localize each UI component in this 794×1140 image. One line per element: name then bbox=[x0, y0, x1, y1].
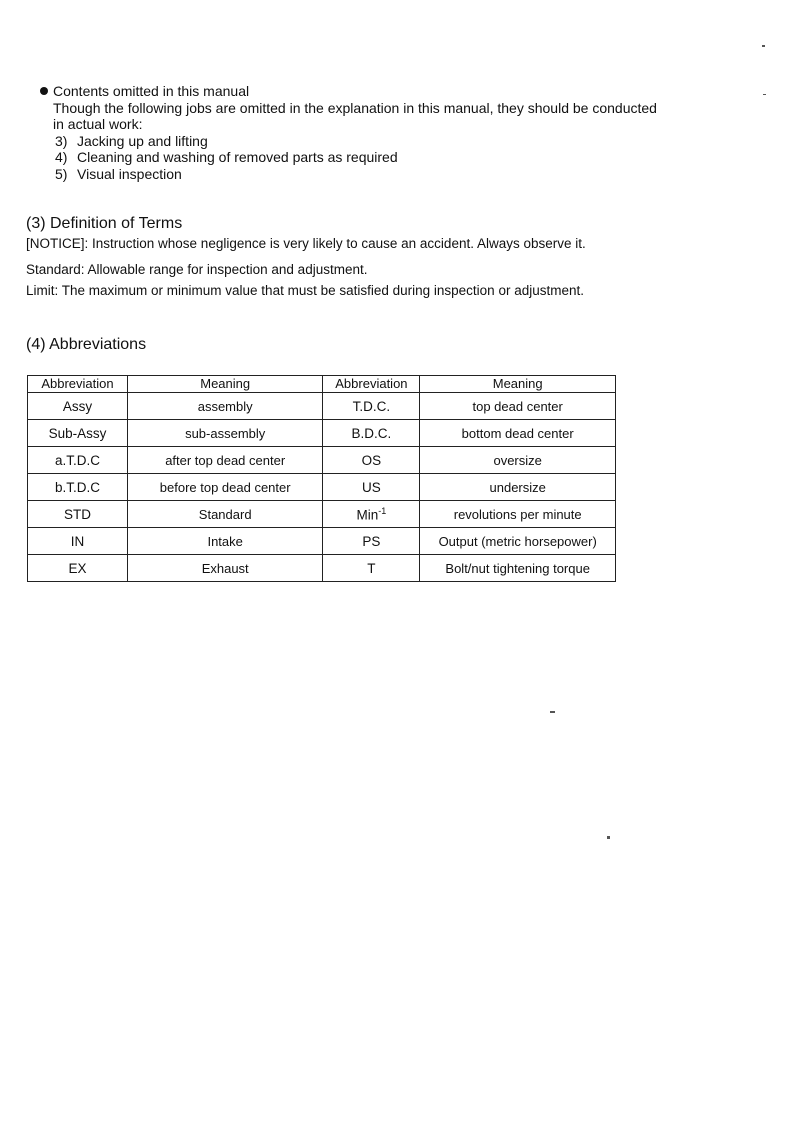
meaning-cell: Standard bbox=[127, 501, 323, 528]
meaning-cell: undersize bbox=[420, 474, 616, 501]
meaning-cell: assembly bbox=[127, 393, 323, 420]
scan-speck bbox=[550, 711, 555, 713]
bullet-icon bbox=[40, 87, 48, 95]
omitted-item-text: Jacking up and lifting bbox=[77, 132, 208, 149]
omitted-item-number: 5) bbox=[55, 165, 68, 182]
meaning-cell: bottom dead center bbox=[420, 420, 616, 447]
abbreviation-cell: STD bbox=[28, 501, 128, 528]
meaning-cell: before top dead center bbox=[127, 474, 323, 501]
min-unit-text: Min bbox=[356, 507, 379, 523]
table-row bbox=[28, 501, 616, 528]
column-header-abbreviation: Abbreviation bbox=[28, 376, 128, 393]
meaning-cell: Output (metric horsepower) bbox=[420, 528, 616, 555]
abbreviation-cell: PS bbox=[323, 528, 420, 555]
definitions-heading: (3) Definition of Terms bbox=[26, 215, 183, 232]
table-row bbox=[28, 420, 616, 447]
abbreviation-cell: OS bbox=[323, 447, 420, 474]
definition-notice: [NOTICE]: Instruction whose negligence is very likely to cause an accident. Always observe it. bbox=[26, 236, 586, 251]
abbreviation-cell: EX bbox=[28, 555, 128, 582]
omitted-contents-section bbox=[40, 83, 720, 182]
omitted-title: Contents omitted in this manual bbox=[53, 83, 250, 99]
column-header-meaning: Meaning bbox=[127, 376, 323, 393]
abbreviations-heading: (4) Abbreviations bbox=[26, 336, 147, 353]
omitted-item-text: Visual inspection bbox=[77, 165, 182, 182]
table-row bbox=[28, 528, 616, 555]
meaning-cell: Bolt/nut tightening torque bbox=[420, 555, 616, 582]
table-header-row bbox=[28, 376, 616, 393]
omitted-item-number: 3) bbox=[55, 132, 68, 149]
omitted-intro-line2: in actual work: bbox=[53, 116, 143, 132]
meaning-cell: after top dead center bbox=[127, 447, 323, 474]
abbreviation-cell: T.D.C. bbox=[323, 393, 420, 420]
scan-speck bbox=[763, 94, 766, 95]
abbreviations-table bbox=[27, 375, 616, 582]
table-row bbox=[28, 447, 616, 474]
table-row bbox=[28, 555, 616, 582]
meaning-cell: top dead center bbox=[420, 393, 616, 420]
table-row bbox=[28, 474, 616, 501]
scan-speck bbox=[607, 836, 610, 839]
meaning-cell: sub-assembly bbox=[127, 420, 323, 447]
omitted-intro-line1: Though the following jobs are omitted in the explanation in this manual, they should be conducted bbox=[53, 99, 657, 116]
meaning-cell: Exhaust bbox=[127, 555, 323, 582]
omitted-item-number: 4) bbox=[55, 149, 68, 165]
abbreviation-cell: US bbox=[323, 474, 420, 501]
definition-limit: Limit: The maximum or minimum value that must be satisfied during inspection or adjustment. bbox=[26, 283, 584, 298]
abbreviation-cell: Assy bbox=[28, 393, 128, 420]
abbreviation-cell bbox=[323, 501, 420, 528]
omitted-item bbox=[40, 133, 720, 150]
abbreviation-cell: IN bbox=[28, 528, 128, 555]
scan-speck bbox=[762, 45, 765, 47]
abbreviation-cell: T bbox=[323, 555, 420, 582]
omitted-item-text: Cleaning and washing of removed parts as required bbox=[77, 149, 398, 165]
min-unit-superscript: -1 bbox=[378, 505, 387, 516]
column-header-meaning: Meaning bbox=[420, 376, 616, 393]
abbreviation-cell: Sub-Assy bbox=[28, 420, 128, 447]
definition-standard: Standard: Allowable range for inspection and adjustment. bbox=[26, 262, 368, 277]
abbreviation-cell: B.D.C. bbox=[323, 420, 420, 447]
meaning-cell: revolutions per minute bbox=[420, 501, 616, 528]
omitted-title-line bbox=[40, 83, 720, 100]
table-row bbox=[28, 393, 616, 420]
omitted-item bbox=[40, 149, 720, 166]
abbreviation-cell: a.T.D.C bbox=[28, 447, 128, 474]
column-header-abbreviation: Abbreviation bbox=[323, 376, 420, 393]
meaning-cell: oversize bbox=[420, 447, 616, 474]
omitted-item bbox=[40, 166, 720, 183]
abbreviation-cell: b.T.D.C bbox=[28, 474, 128, 501]
meaning-cell: Intake bbox=[127, 528, 323, 555]
